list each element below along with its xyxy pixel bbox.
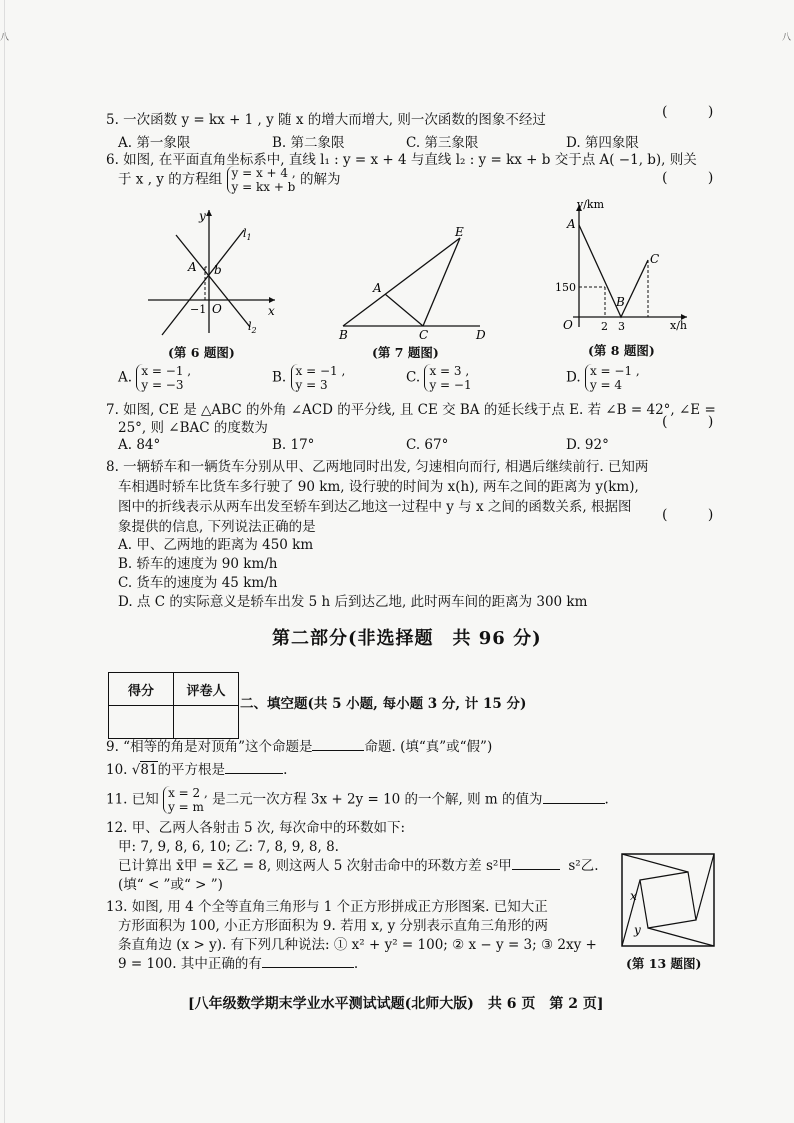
q6-option-d-system: x = −1 , y = 4 xyxy=(585,364,640,392)
q8-stem-line2: 车相遇时轿车比货车多行驶了 90 km, 设行驶的时间为 x(h), 两车之间的距离为 y(km), xyxy=(118,479,639,495)
q9-answer-blank[interactable] xyxy=(312,750,364,751)
q6-equation-system xyxy=(227,166,296,194)
fig6-x-label: x xyxy=(268,304,275,318)
left-margin-mark: 八 xyxy=(0,33,10,43)
q13-line1: 13. 如图, 用 4 个全等直角三角形与 1 个正方形拼成正方形图案. 已知大正 xyxy=(106,899,548,915)
fig8-polyline xyxy=(579,225,648,317)
q8-option-b: B. 轿车的速度为 90 km/h xyxy=(118,556,278,572)
q11-answer-blank[interactable] xyxy=(543,803,605,804)
fig8-point-a: A xyxy=(567,217,576,231)
q6-sys-line2: y = kx + b xyxy=(231,180,296,194)
fig13-inner-square xyxy=(640,872,696,928)
q5-option-d: D. 第四象限 xyxy=(566,135,639,151)
q7-option-c: C. 67° xyxy=(406,437,449,453)
q10: 10. √81的平方根是 . xyxy=(106,762,288,778)
fig6-l2-label: $l_2$ xyxy=(248,320,257,335)
q5-option-a: A. 第一象限 xyxy=(118,135,191,151)
fig6-y-label: y xyxy=(199,209,206,223)
grader-cell[interactable] xyxy=(174,706,239,739)
q7-option-d: D. 92° xyxy=(566,437,609,453)
q5-option-b: B. 第二象限 xyxy=(272,135,345,151)
q6-stem-part-b: 的解为 xyxy=(299,171,341,188)
fig8-caption: (第 8 题图) xyxy=(588,343,655,358)
fig8-x-label: x/h xyxy=(670,319,687,332)
q12-answer-blank[interactable] xyxy=(512,869,560,870)
q11-system: x = 2 , y = m xyxy=(163,786,208,814)
q8-paren: ( ) xyxy=(662,507,732,523)
fig8-tick-3: 3 xyxy=(618,320,625,333)
q7-paren: ( ) xyxy=(662,414,732,430)
fig7-line-be xyxy=(343,238,460,326)
q7-stem-line1: 7. 如图, CE 是 △ABC 的外角 ∠ACD 的平分线, 且 CE 交 BA 的延长线于点 E. 若 ∠B = 42°, ∠E = xyxy=(106,402,716,418)
q8-stem-line1: 8. 一辆轿车和一辆货车分别从甲、乙两地同时出发, 匀速相向而行, 相遇后继续前行. 已知两 xyxy=(106,459,649,475)
q6-paren: ( ) xyxy=(662,170,732,186)
q12-line4: (填“ < ”或“ > ”) xyxy=(118,877,223,893)
q6-option-a: A. x = −1 , y = −3 xyxy=(118,364,192,392)
q8-option-d: D. 点 C 的实际意义是轿车出发 5 h 后到达乙地, 此时两车间的距离为 300 km xyxy=(118,594,588,610)
q5-option-c: C. 第三象限 xyxy=(406,135,479,151)
fig8-origin: O xyxy=(563,318,573,332)
sqrt-sign: √ xyxy=(131,762,141,778)
figure-7 xyxy=(335,222,495,342)
q6-stem-part-a: 于 x , y 的方程组 xyxy=(118,171,223,188)
fig6-l1-label: $l_1$ xyxy=(243,227,252,242)
q8-option-a: A. 甲、乙两地的距离为 450 km xyxy=(118,537,314,553)
section2-title: 二、填空题(共 5 小题, 每小题 3 分, 计 15 分) xyxy=(240,696,527,712)
q6-stem: 6. 如图, 在平面直角坐标系中, 直线 l₁ : y = x + 4 与直线 l₂ : y = kx + b 交于点 A( −1, b), 则关 xyxy=(106,152,697,168)
page-footer: [八年级数学期末学业水平测试试题(北师大版) 共 6 页 第 2 页] xyxy=(188,996,604,1012)
fig8-point-b: B xyxy=(616,295,625,309)
figure-8 xyxy=(555,195,705,340)
q10-radicand: 81 xyxy=(140,762,158,778)
q6-option-c: C. x = 3 , y = −1 xyxy=(406,364,472,392)
q13-line4: 9 = 100. 其中正确的有 . xyxy=(118,956,359,972)
left-page-edge xyxy=(4,0,5,1123)
q11: 11. 已知 x = 2 , y = m 是二元一次方程 3x + 2y = 10 的一个解, 则 m 的值为 . xyxy=(106,786,609,814)
q6-option-b: B. x = −1 , y = 3 xyxy=(272,364,346,392)
q9: 9. “相等的角是对顶角”这个命题是 命题. (填“真”或“假”) xyxy=(106,739,493,755)
fig7-point-d: D xyxy=(476,328,486,342)
fig13-y-label: y xyxy=(634,923,641,937)
fig7-caption: (第 7 题图) xyxy=(372,345,439,360)
q12-line2: 甲: 7, 9, 8, 6, 10; 乙: 7, 8, 9, 8, 8. xyxy=(118,839,339,855)
q6-stem-line2 xyxy=(118,166,340,194)
score-header: 得分 xyxy=(109,673,174,706)
fig13-x-label: x xyxy=(630,889,637,903)
fig6-b-label: b xyxy=(214,263,222,277)
fig6-caption: (第 6 题图) xyxy=(168,345,235,360)
q7-option-a: A. 84° xyxy=(118,437,161,453)
fig6-point-a: A xyxy=(188,260,197,274)
score-cell[interactable] xyxy=(109,706,174,739)
part2-title: 第二部分(非选择题 共 96 分) xyxy=(272,628,542,649)
fig7-point-c: C xyxy=(419,328,429,342)
fig8-point-c: C xyxy=(650,252,660,266)
q12-line3: 已计算出 x̄甲 = x̄乙 = 8, 则这两人 5 次射击命中的环数方差 s²甲 s²乙. xyxy=(118,858,599,874)
fig8-y-label: y/km xyxy=(577,198,605,211)
q5-stem: 5. 一次函数 y = kx + 1 , y 随 x 的增大而增大, 则一次函数的图象不经过 xyxy=(106,112,546,128)
q12-line1: 12. 甲、乙两人各射击 5 次, 每次命中的环数如下: xyxy=(106,820,406,836)
grader-header: 评卷人 xyxy=(174,673,239,706)
q7-stem-line2: 25°, 则 ∠BAC 的度数为 xyxy=(118,420,268,436)
fig7-point-a: A xyxy=(373,281,382,295)
figure-6 xyxy=(140,205,280,340)
fig8-tick-2: 2 xyxy=(601,320,608,333)
score-table xyxy=(108,672,239,739)
fig6-line-l1 xyxy=(162,230,244,335)
q10-answer-blank[interactable] xyxy=(225,773,283,774)
q6-option-b-system: x = −1 , y = 3 xyxy=(291,364,346,392)
fig13-caption: (第 13 题图) xyxy=(626,956,702,971)
q6-sys-line1: y = x + 4 , xyxy=(231,166,296,180)
q8-option-c: C. 货车的速度为 45 km/h xyxy=(118,575,278,591)
fig6-origin-label: O xyxy=(212,302,222,316)
q13-line3: 条直角边 (x > y). 有下列几种说法: ① x² + y² = 100; ② x − y = 3; ③ 2xy + xyxy=(118,937,597,953)
fig6-neg1-label: −1 xyxy=(190,303,207,316)
q8-stem-line4: 象提供的信息, 下列说法正确的是 xyxy=(118,519,316,535)
q6-option-d: D. x = −1 , y = 4 xyxy=(566,364,640,392)
figure-13 xyxy=(620,852,720,950)
fig7-point-b: B xyxy=(339,328,348,342)
q6-option-c-system: x = 3 , y = −1 xyxy=(424,364,471,392)
fig7-line-ac xyxy=(385,294,423,326)
fig8-label-150: 150 xyxy=(555,281,576,294)
q7-option-b: B. 17° xyxy=(272,437,315,453)
q13-line2: 方形面积为 100, 小正方形面积为 9. 若用 x, y 分别表示直角三角形的两 xyxy=(118,918,549,934)
q13-answer-blank[interactable] xyxy=(262,967,354,968)
q8-stem-line3: 图中的折线表示从两车出发至轿车到达乙地这一过程中 y 与 x 之间的函数关系, 根据图 xyxy=(118,499,632,515)
fig7-point-e: E xyxy=(455,225,464,239)
q6-option-a-system: x = −1 , y = −3 xyxy=(136,364,191,392)
q5-paren: ( ) xyxy=(662,104,732,120)
right-margin-mark: 八 xyxy=(782,33,792,43)
